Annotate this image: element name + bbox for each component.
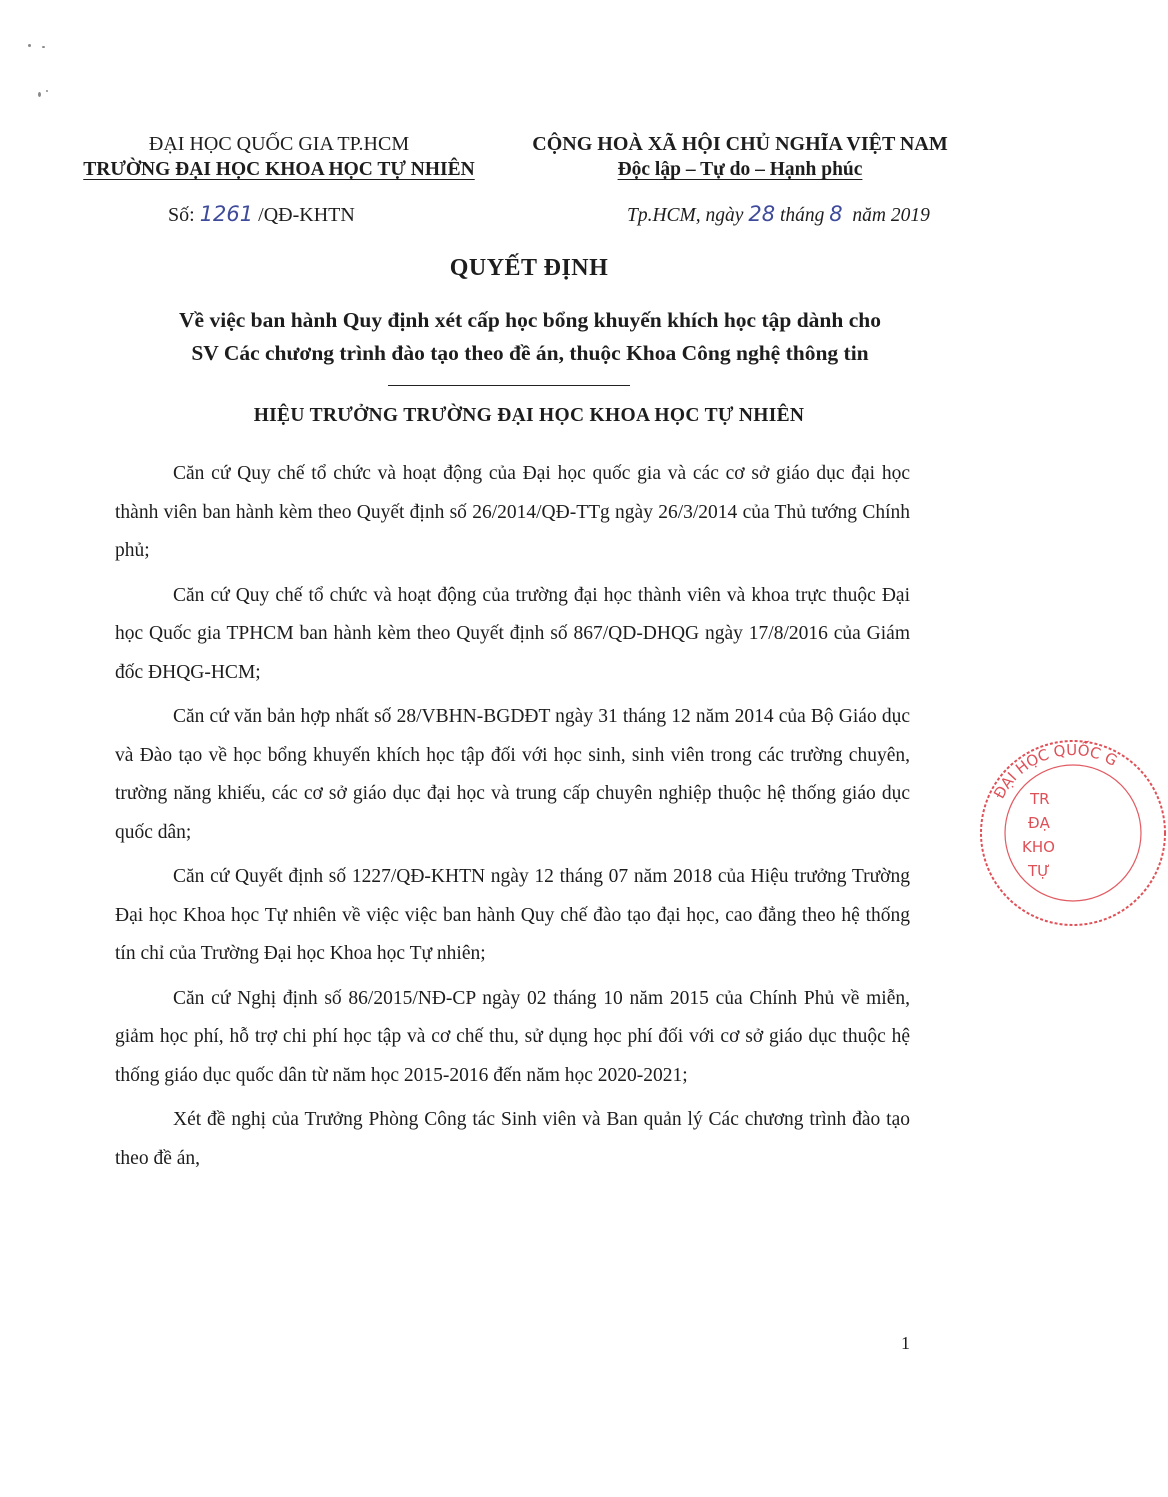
ministry-name: ĐẠI HỌC QUỐC GIA TP.HCM <box>148 133 410 155</box>
seal-inner-line: TỰ <box>1028 862 1051 880</box>
seal-inner-line: ĐẠ <box>1028 814 1050 832</box>
handwritten-month: 8 <box>829 202 843 226</box>
seal-ring-text: ĐẠI HỌC QUỐC G <box>990 740 1121 802</box>
seal-inner-line: KHO <box>1022 838 1055 856</box>
school-name: TRƯỜNG ĐẠI HỌC KHOA HỌC TỰ NHIÊN <box>83 159 475 180</box>
official-seal <box>978 738 1168 928</box>
header-right <box>500 131 980 183</box>
paragraph: Căn cứ Quyết định số 1227/QĐ-KHTN ngày 12 tháng 07 năm 2018 của Hiệu trưởng Trường Đại học Khoa học Tự nhiên về việc việc ban hành Quy chế đào tạo đại học, cao đẳng theo hệ thống tín chỉ của Trường Đại học Khoa học Tự nhiên; <box>115 866 910 964</box>
handwritten-day: 28 <box>748 202 776 226</box>
document-title: QUYẾT ĐỊNH <box>449 255 609 281</box>
seal-inner-line: TR <box>1030 790 1050 808</box>
scan-speck <box>42 46 45 48</box>
document-subtitle: Về việc ban hành Quy định xét cấp học bổng khuyến khích học tập dành cho SV Các chương trình đào tạo theo đề án, thuộc Khoa Công nghệ thông tin <box>179 308 881 365</box>
scan-speck <box>38 92 41 97</box>
document-date: Tp.HCM, ngày 28 tháng 8 năm 2019 <box>627 202 930 226</box>
scan-speck <box>46 90 48 92</box>
document-number: Số: 1261 /QĐ-KHTN <box>168 202 355 226</box>
handwritten-number: 1261 <box>199 202 254 226</box>
paragraph: Căn cứ Quy chế tổ chức và hoạt động của Đại học quốc gia và các cơ sở giáo dục đại học thành viên ban hành kèm theo Quyết định số 26/2014/QĐ-TTg ngày 26/3/2014 của Thủ tướng Chính phủ; <box>115 463 910 561</box>
divider <box>388 385 630 386</box>
paragraph: Xét đề nghị của Trưởng Phòng Công tác Sinh viên và Ban quản lý Các chương trình đào tạo theo đề án, <box>115 1109 910 1169</box>
seal-inner-ring <box>1005 765 1141 901</box>
national-title: CỘNG HOÀ XÃ HỘI CHỦ NGHĨA VIỆT NAM <box>532 133 948 155</box>
paragraph: Căn cứ Quy chế tổ chức và hoạt động của trường đại học thành viên và khoa trực thuộc Đại học Quốc gia TPHCM ban hành kèm theo Quyết định số 867/QD-DHQG ngày 17/8/2016 của Giám đốc ĐHQG-HCM; <box>115 584 910 683</box>
header-left <box>44 131 514 183</box>
paragraph: Căn cứ văn bản hợp nhất số 28/VBHN-BGDĐT ngày 31 tháng 12 năm 2014 của Bộ Giáo dục và Đào tạo về học bổng khuyến khích học tập đối với học sinh, sinh viên trong các trường chuyên, trường năng khiếu, các cơ sở giáo dục đại học và trung cấp chuyên nghiệp thuộc hệ thống giáo dục quốc dân; <box>115 706 910 843</box>
paragraph: Căn cứ Nghị định số 86/2015/NĐ-CP ngày 02 tháng 10 năm 2015 của Chính Phủ về miễn, giảm học phí, hỗ trợ chi phí học tập và cơ chế thu, sử dụng học phí đối với cơ sở giáo dục thuộc hệ thống giáo dục quốc dân từ năm học 2015-2016 đến năm học 2020-2021; <box>115 987 910 1086</box>
page-number: 1 <box>901 1333 910 1353</box>
issuing-authority: HIỆU TRƯỞNG TRƯỜNG ĐẠI HỌC KHOA HỌC TỰ NHIÊN <box>253 405 805 426</box>
national-motto: Độc lập – Tự do – Hạnh phúc <box>617 159 863 180</box>
document-body <box>115 455 910 1184</box>
scan-speck <box>28 44 31 47</box>
